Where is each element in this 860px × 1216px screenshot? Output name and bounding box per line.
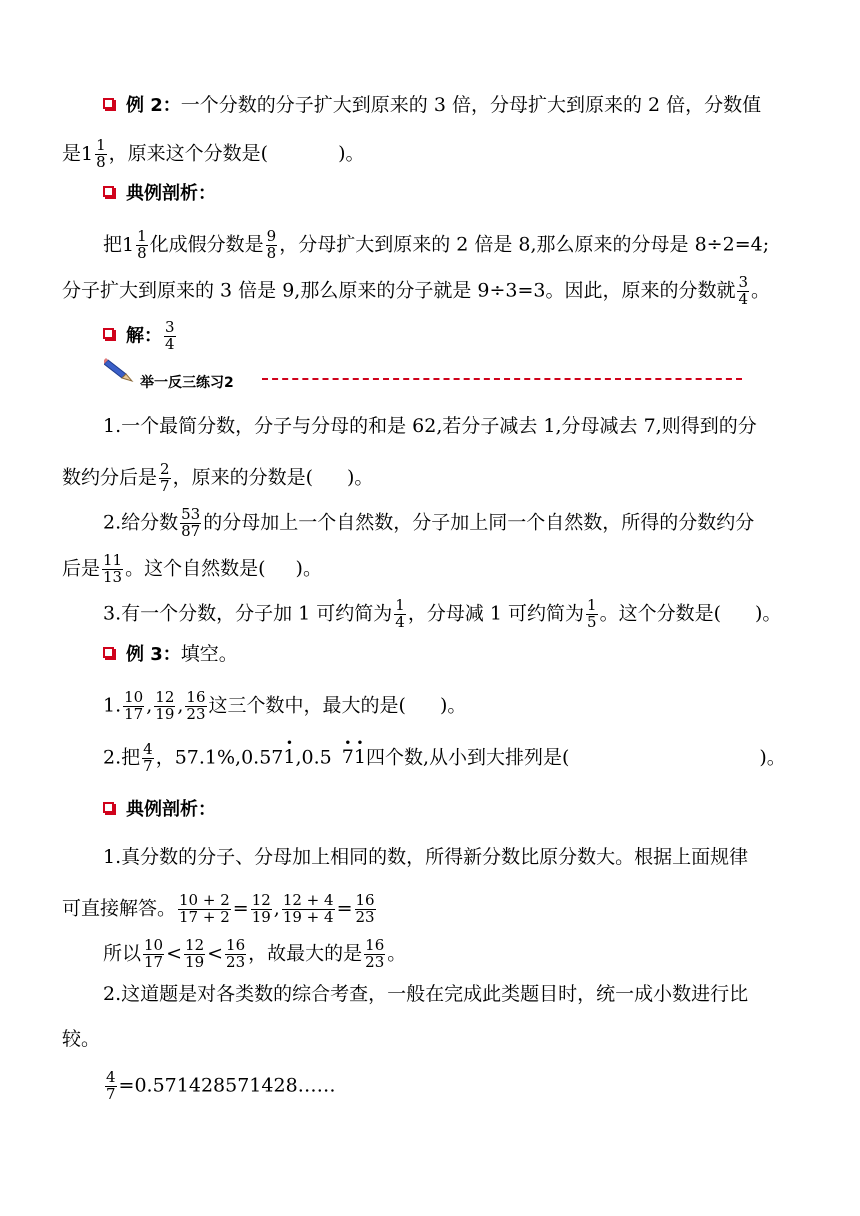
denominator: 17 bbox=[124, 704, 144, 723]
fraction bbox=[251, 893, 272, 926]
analysis-line-1 bbox=[103, 229, 769, 262]
text: )。 bbox=[295, 557, 322, 580]
numerator: 4 bbox=[143, 740, 153, 758]
practice-q1-line-2 bbox=[62, 462, 373, 495]
numerator: 1 bbox=[96, 136, 106, 154]
denominator: 7 bbox=[160, 476, 170, 495]
text: 3.有一个分数，分子加 1 可约简为 bbox=[103, 602, 393, 625]
analysis-label: 典例剖析： bbox=[126, 183, 216, 204]
analysis2-p2 bbox=[103, 938, 406, 971]
repeating-digit: · 1 bbox=[283, 748, 295, 767]
example-label: 例 2： bbox=[126, 95, 181, 116]
example-3-q2 bbox=[103, 742, 786, 775]
numerator: 1 bbox=[395, 596, 405, 614]
text: 数约分后是 bbox=[62, 466, 158, 489]
text: 1.真分数的分子、分母加上相同的数，所得新分数比原分数大。根据上面规律 bbox=[103, 846, 749, 868]
fraction bbox=[180, 507, 201, 540]
denominator: 4 bbox=[738, 289, 749, 308]
fraction bbox=[142, 742, 154, 775]
solution-line bbox=[103, 320, 178, 353]
denominator: 17 bbox=[144, 952, 164, 971]
example-3-q1 bbox=[103, 690, 466, 723]
denominator: 19 bbox=[251, 907, 271, 926]
fraction bbox=[178, 893, 231, 926]
denominator: 4 bbox=[395, 612, 405, 631]
checkbox-bullet-icon bbox=[103, 802, 114, 813]
text: 。 bbox=[751, 279, 771, 302]
denominator: 19 bbox=[185, 952, 205, 971]
text: 化成假分数是 bbox=[149, 233, 264, 256]
text: ，57.1%,0.57 bbox=[155, 746, 284, 769]
text: 。 bbox=[387, 942, 407, 965]
fraction bbox=[159, 462, 171, 495]
checkbox-bullet-icon bbox=[103, 647, 114, 658]
text: =0.571428571428…… bbox=[118, 1074, 336, 1097]
numerator: 16 bbox=[186, 688, 206, 706]
analysis2-p3 bbox=[103, 985, 748, 1004]
example-2-line bbox=[103, 96, 761, 115]
denominator: 19 bbox=[155, 704, 175, 723]
text: 2.把 bbox=[103, 746, 141, 769]
less-than: < bbox=[207, 942, 224, 965]
numerator: 16 bbox=[365, 936, 385, 954]
equals: = bbox=[232, 897, 249, 920]
practice-q3 bbox=[103, 598, 781, 631]
text: 的分母加上一个自然数，分子加上同一个自然数，所得的分数约分 bbox=[203, 511, 755, 534]
fraction bbox=[143, 938, 164, 971]
checkbox-bullet-icon bbox=[103, 186, 114, 197]
numerator: 1 bbox=[587, 596, 597, 614]
mixed-number bbox=[122, 229, 150, 262]
text: ，分母减 1 可约简为 bbox=[407, 602, 585, 625]
text: ，故最大的是 bbox=[248, 942, 363, 965]
numerator: 12 bbox=[185, 936, 205, 954]
pencil-icon bbox=[104, 356, 134, 382]
analysis2-p4 bbox=[103, 1070, 336, 1103]
example-2-line-2 bbox=[62, 138, 365, 171]
analysis-line-2 bbox=[62, 275, 770, 308]
comma: , bbox=[177, 694, 184, 717]
fraction bbox=[185, 690, 206, 723]
numerator: 3 bbox=[165, 318, 175, 336]
denominator: 8 bbox=[96, 152, 106, 171]
checkbox-bullet-icon bbox=[103, 98, 114, 109]
practice-title: 举一反三练习2 bbox=[140, 375, 234, 391]
practice-q2-line-2 bbox=[62, 553, 322, 586]
fraction bbox=[364, 938, 385, 971]
numerator: 11 bbox=[103, 551, 123, 569]
text: 较。 bbox=[62, 1028, 101, 1050]
fraction bbox=[105, 1070, 117, 1103]
text: 可直接解答。 bbox=[62, 897, 177, 920]
denominator: 5 bbox=[587, 612, 597, 631]
numerator: 12 bbox=[251, 891, 271, 909]
text: 。这个自然数是( bbox=[125, 557, 266, 580]
repeating-digit: · 1 bbox=[354, 748, 366, 767]
comma: , bbox=[146, 694, 153, 717]
denominator: 87 bbox=[181, 521, 201, 540]
text: ，分母扩大到原来的 2 倍是 8,那么原来的分母是 8÷2=4; bbox=[279, 233, 770, 256]
denominator: 23 bbox=[365, 952, 385, 971]
fraction bbox=[136, 229, 148, 262]
analysis2-p1-line-2 bbox=[62, 893, 378, 926]
text: 分子扩大到原来的 3 倍是 9,那么原来的分子就是 9÷3=3。因此，原来的分数就 bbox=[62, 279, 736, 302]
text: )。 bbox=[346, 466, 374, 489]
repeating-digit: · 7 bbox=[342, 748, 354, 767]
numerator: 10 + 2 bbox=[179, 891, 230, 909]
denominator: 23 bbox=[355, 907, 375, 926]
text: ，原来的分数是( bbox=[172, 466, 313, 489]
denominator: 19 + 4 bbox=[282, 907, 334, 926]
denominator: 7 bbox=[106, 1084, 116, 1103]
analysis-heading-2 bbox=[103, 800, 216, 819]
mixed-number bbox=[81, 138, 109, 171]
whole: 1 bbox=[122, 233, 135, 256]
fraction bbox=[154, 690, 175, 723]
denominator: 4 bbox=[165, 334, 175, 353]
fraction bbox=[123, 690, 144, 723]
solution-label: 解： bbox=[126, 325, 162, 347]
fraction bbox=[225, 938, 246, 971]
text: )。 bbox=[439, 694, 467, 717]
example-label: 例 3： bbox=[126, 644, 181, 665]
example-3-line bbox=[103, 645, 238, 664]
text: ,0.5 bbox=[295, 746, 332, 769]
checkbox-bullet-icon bbox=[103, 328, 114, 339]
numerator: 12 + 4 bbox=[282, 891, 334, 909]
text: 2.这道题是对各类数的综合考查，一般在完成此类题目时，统一成小数进行比 bbox=[103, 983, 749, 1005]
text: 四个数,从小到大排列是( bbox=[365, 746, 570, 769]
text: 这三个数中，最大的是( bbox=[208, 694, 406, 717]
numerator: 9 bbox=[266, 227, 277, 245]
text: ，原来这个分数是( bbox=[108, 142, 269, 165]
denominator: 8 bbox=[137, 243, 147, 262]
text: 。这个分数是( bbox=[599, 602, 721, 625]
fraction bbox=[282, 893, 335, 926]
denominator: 13 bbox=[103, 567, 123, 586]
whole: 1 bbox=[81, 142, 94, 165]
denominator: 17 + 2 bbox=[179, 907, 230, 926]
fraction bbox=[266, 229, 278, 262]
numerator: 10 bbox=[144, 936, 164, 954]
denominator: 8 bbox=[266, 243, 277, 262]
practice-q2 bbox=[103, 507, 754, 540]
numerator: 12 bbox=[155, 688, 175, 706]
numerator: 16 bbox=[226, 936, 246, 954]
text: 是 bbox=[62, 142, 82, 165]
text: 一个分数的分子扩大到原来的 3 倍，分母扩大到原来的 2 倍，分数值 bbox=[180, 94, 762, 116]
text: 把 bbox=[103, 233, 123, 256]
text: )。 bbox=[759, 746, 786, 769]
practice-q1 bbox=[103, 417, 757, 436]
analysis-label: 典例剖析： bbox=[126, 799, 216, 820]
text: 填空。 bbox=[180, 643, 238, 665]
fraction bbox=[164, 320, 176, 353]
denominator: 23 bbox=[226, 952, 246, 971]
text: 所以 bbox=[103, 942, 142, 965]
numerator: 2 bbox=[160, 460, 170, 478]
numerator: 4 bbox=[106, 1068, 116, 1086]
fraction bbox=[95, 138, 107, 171]
text: )。 bbox=[338, 142, 365, 165]
text: )。 bbox=[754, 602, 782, 625]
equals: = bbox=[336, 897, 353, 920]
less-than: < bbox=[166, 942, 183, 965]
dashed-divider bbox=[262, 378, 742, 380]
numerator: 16 bbox=[355, 891, 375, 909]
analysis-heading bbox=[103, 184, 216, 203]
text: 后是 bbox=[62, 557, 101, 580]
fraction bbox=[355, 893, 376, 926]
comma: , bbox=[273, 897, 280, 920]
denominator: 7 bbox=[143, 756, 153, 775]
fraction bbox=[737, 275, 749, 308]
numerator: 3 bbox=[738, 273, 749, 291]
denominator: 23 bbox=[186, 704, 206, 723]
fraction bbox=[184, 938, 205, 971]
numerator: 10 bbox=[124, 688, 144, 706]
text: 1.一个最简分数，分子与分母的和是 62,若分子减去 1,分母减去 7,则得到的分 bbox=[103, 415, 757, 437]
numerator: 1 bbox=[137, 227, 147, 245]
text: 2.给分数 bbox=[103, 511, 179, 534]
fraction bbox=[586, 598, 598, 631]
analysis2-p1 bbox=[103, 848, 748, 867]
numerator: 53 bbox=[181, 505, 201, 523]
fraction bbox=[102, 553, 123, 586]
fraction bbox=[394, 598, 406, 631]
text: 1. bbox=[103, 694, 122, 717]
analysis2-p3-line-2 bbox=[62, 1030, 100, 1049]
